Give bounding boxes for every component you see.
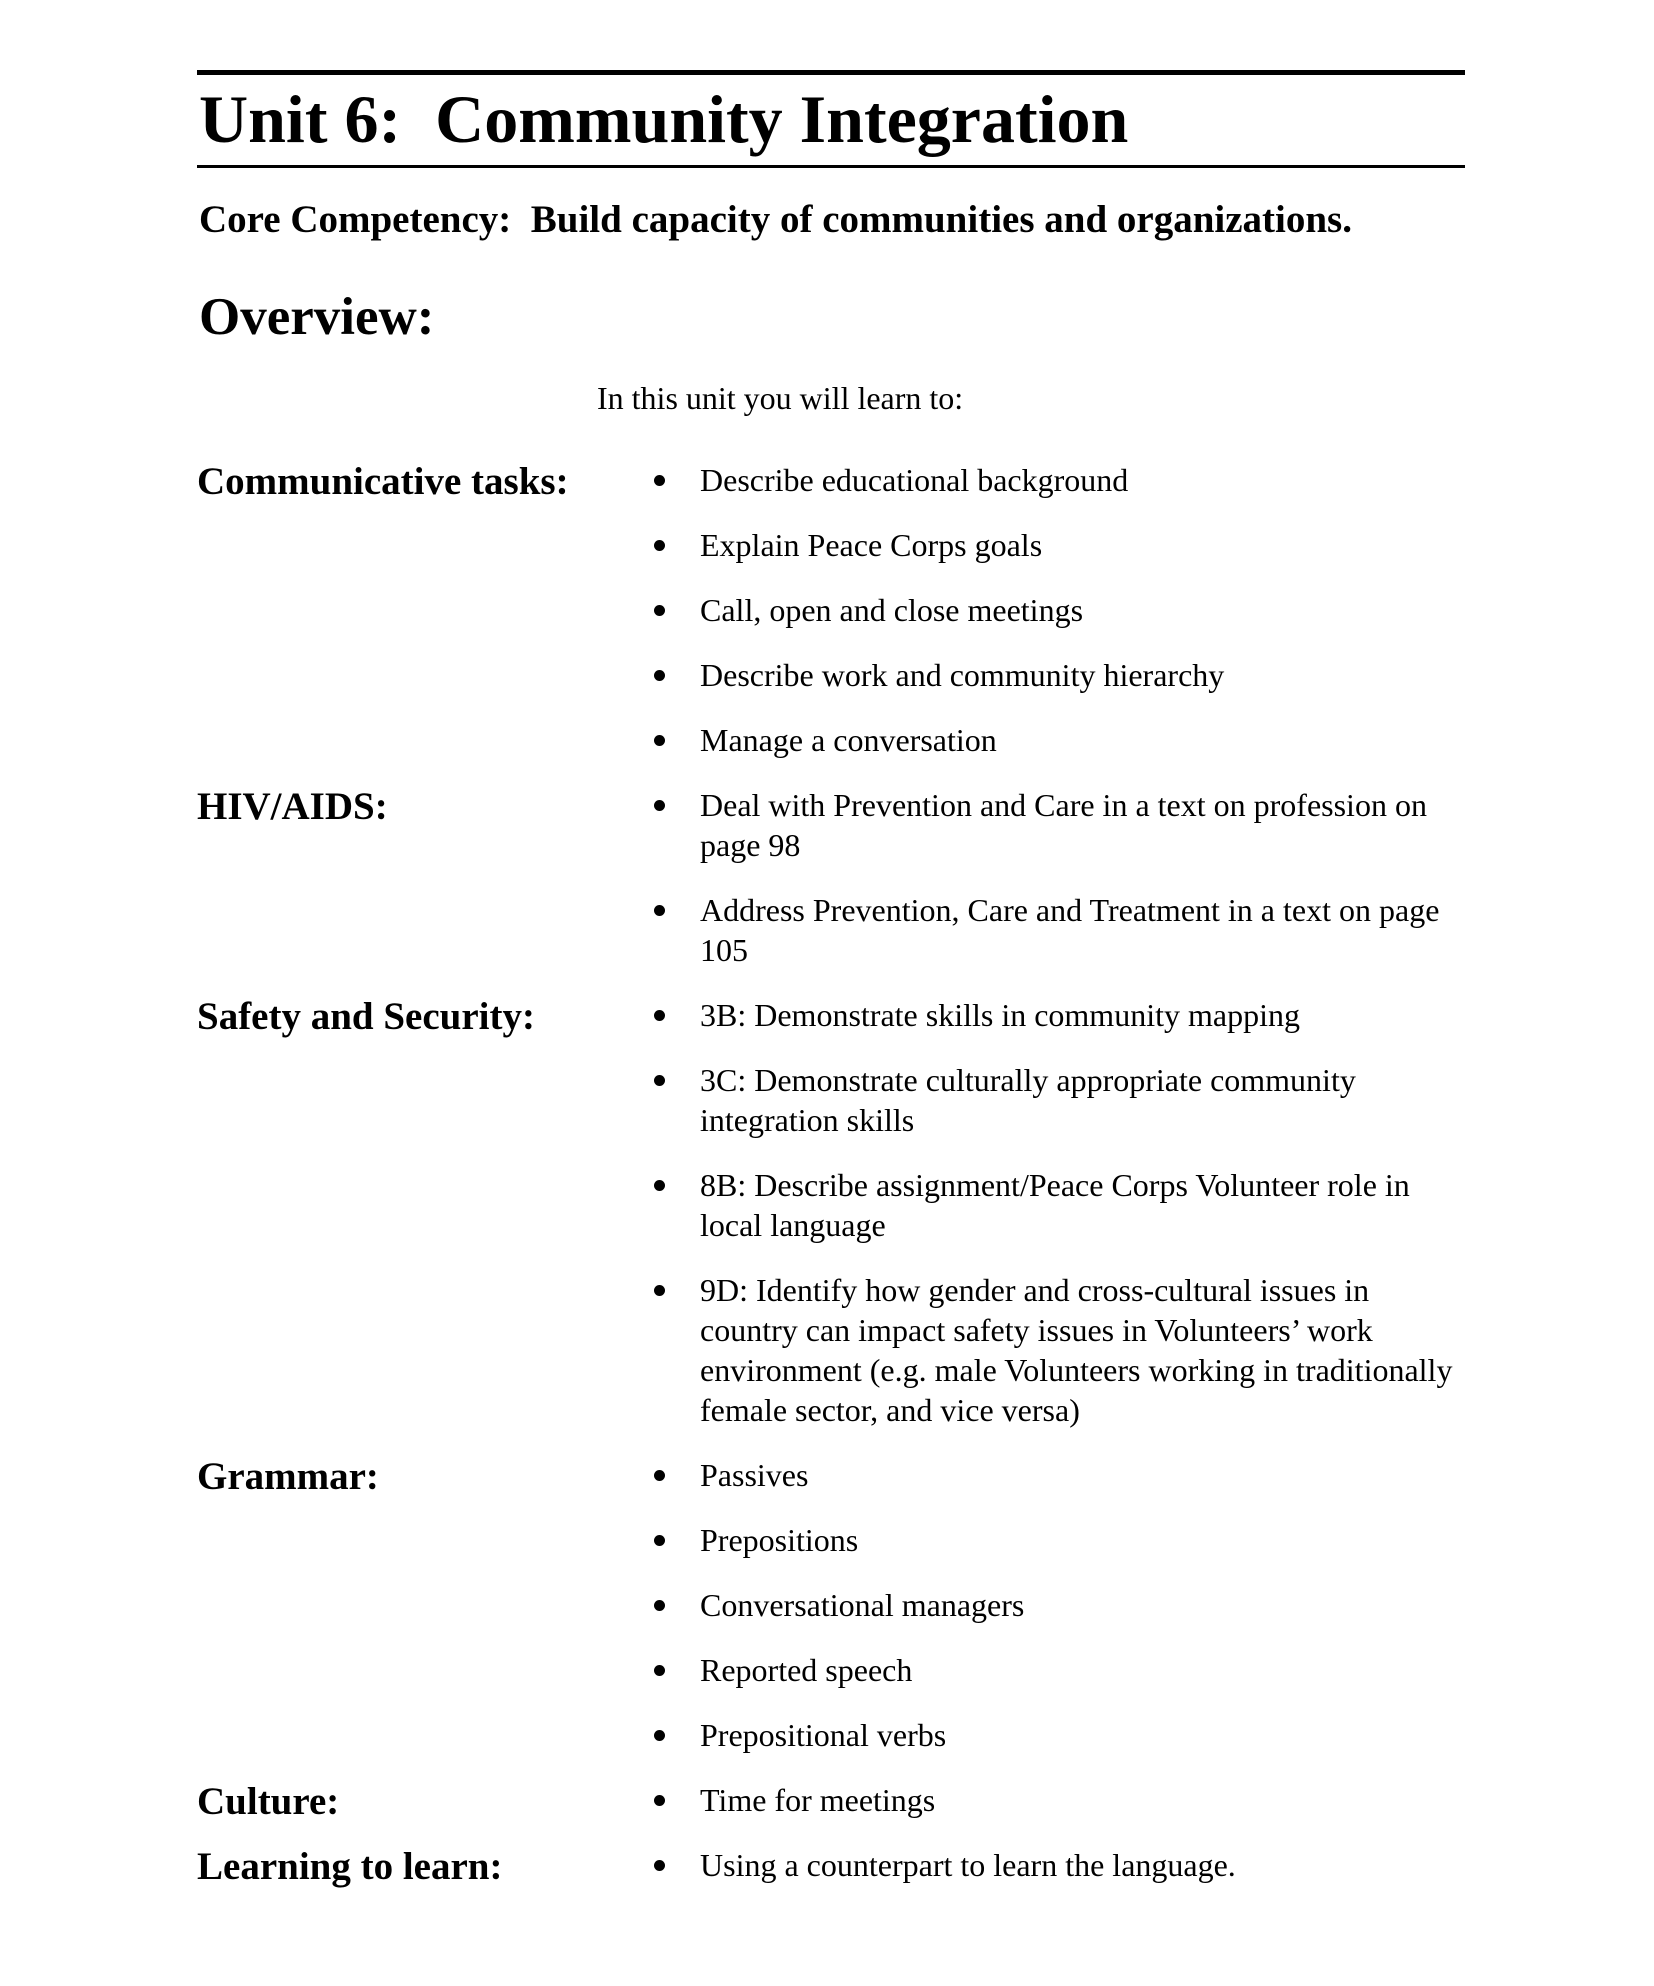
bullet-text: Call, open and close meetings <box>700 591 1084 628</box>
list-item <box>652 1650 1465 1690</box>
bullet-icon <box>652 720 700 760</box>
bullet-list <box>652 785 1465 995</box>
section-row-4 <box>197 1780 1465 1845</box>
bullet-icon <box>652 785 700 825</box>
overview-heading: Overview: <box>199 287 435 346</box>
section-rows <box>197 460 1465 1910</box>
bullet-icon <box>652 1715 700 1755</box>
list-item <box>652 785 1465 865</box>
bullet-text: 9D: Identify how gender and cross-cultural issues in country can impact safety issues in Volunteers’ work environment (e.g. male Volunteers working in traditionally female sector, and vice versa) <box>700 1271 1453 1428</box>
title-block <box>197 70 1465 168</box>
bullet-list <box>652 460 1465 785</box>
bullet-text: Deal with Prevention and Care in a text on profession on page 98 <box>700 786 1427 863</box>
section-label: Grammar: <box>197 1454 379 1498</box>
bullet-icon <box>652 590 700 630</box>
bullet-text: Address Prevention, Care and Treatment in a text on page 105 <box>700 891 1440 968</box>
bullet-text: Conversational managers <box>700 1586 1025 1623</box>
list-item <box>652 460 1465 500</box>
bullet-text: Reported speech <box>700 1651 913 1688</box>
bullet-text: Explain Peace Corps goals <box>700 526 1043 563</box>
bullet-icon <box>652 890 700 930</box>
bullet-list <box>652 995 1465 1455</box>
bullet-text: Passives <box>700 1456 809 1493</box>
list-item <box>652 720 1465 760</box>
core-competency-line: Core Competency: Build capacity of communities and organizations. <box>199 198 1352 242</box>
list-item <box>652 1780 1465 1820</box>
list-item <box>652 1845 1465 1885</box>
list-item <box>652 1455 1465 1495</box>
title-rule-bottom <box>197 165 1465 168</box>
section-row-5 <box>197 1845 1465 1910</box>
bullet-icon <box>652 1520 700 1560</box>
list-item <box>652 995 1465 1035</box>
section-label: Learning to learn: <box>197 1844 503 1888</box>
bullet-text: Manage a conversation <box>700 721 997 758</box>
page-content <box>197 0 1465 1910</box>
section-label: HIV/AIDS: <box>197 784 388 828</box>
bullet-icon <box>652 995 700 1035</box>
list-item <box>652 890 1465 970</box>
section-label: Safety and Security: <box>197 994 535 1038</box>
bullet-icon <box>652 1165 700 1205</box>
list-item <box>652 590 1465 630</box>
bullet-icon <box>652 1780 700 1820</box>
bullet-text: Prepositional verbs <box>700 1716 947 1753</box>
list-item <box>652 525 1465 565</box>
bullet-icon <box>652 1060 700 1100</box>
bullet-icon <box>652 1845 700 1885</box>
bullet-text: Time for meetings <box>700 1781 936 1818</box>
section-row-3 <box>197 1455 1465 1780</box>
page-title: Unit 6: Community Integration <box>199 81 1129 157</box>
bullet-list <box>652 1455 1465 1780</box>
bullet-icon <box>652 525 700 565</box>
section-row-1 <box>197 785 1465 995</box>
section-label: Culture: <box>197 1779 340 1823</box>
bullet-text: Prepositions <box>700 1521 859 1558</box>
bullet-text: 8B: Describe assignment/Peace Corps Volunteer role in local language <box>700 1166 1410 1243</box>
list-item <box>652 1520 1465 1560</box>
section-label: Communicative tasks: <box>197 459 569 503</box>
bullet-text: Using a counterpart to learn the language. <box>700 1846 1236 1883</box>
bullet-icon <box>652 655 700 695</box>
section-row-0 <box>197 460 1465 785</box>
list-item <box>652 1060 1465 1140</box>
list-item <box>652 1165 1465 1245</box>
list-item <box>652 1715 1465 1755</box>
bullet-list <box>652 1845 1465 1910</box>
bullet-text: 3B: Demonstrate skills in community mapping <box>700 996 1300 1033</box>
bullet-text: Describe educational background <box>700 461 1129 498</box>
bullet-icon <box>652 1270 700 1310</box>
list-item <box>652 655 1465 695</box>
list-item <box>652 1585 1465 1625</box>
bullet-list <box>652 1780 1465 1845</box>
bullet-icon <box>652 1455 700 1495</box>
bullet-icon <box>652 1585 700 1625</box>
section-row-2 <box>197 995 1465 1455</box>
bullet-icon <box>652 460 700 500</box>
list-item <box>652 1270 1465 1430</box>
bullet-icon <box>652 1650 700 1690</box>
intro-line: In this unit you will learn to: <box>597 379 964 416</box>
bullet-text: 3C: Demonstrate culturally appropriate community integration skills <box>700 1061 1356 1138</box>
bullet-text: Describe work and community hierarchy <box>700 656 1225 693</box>
